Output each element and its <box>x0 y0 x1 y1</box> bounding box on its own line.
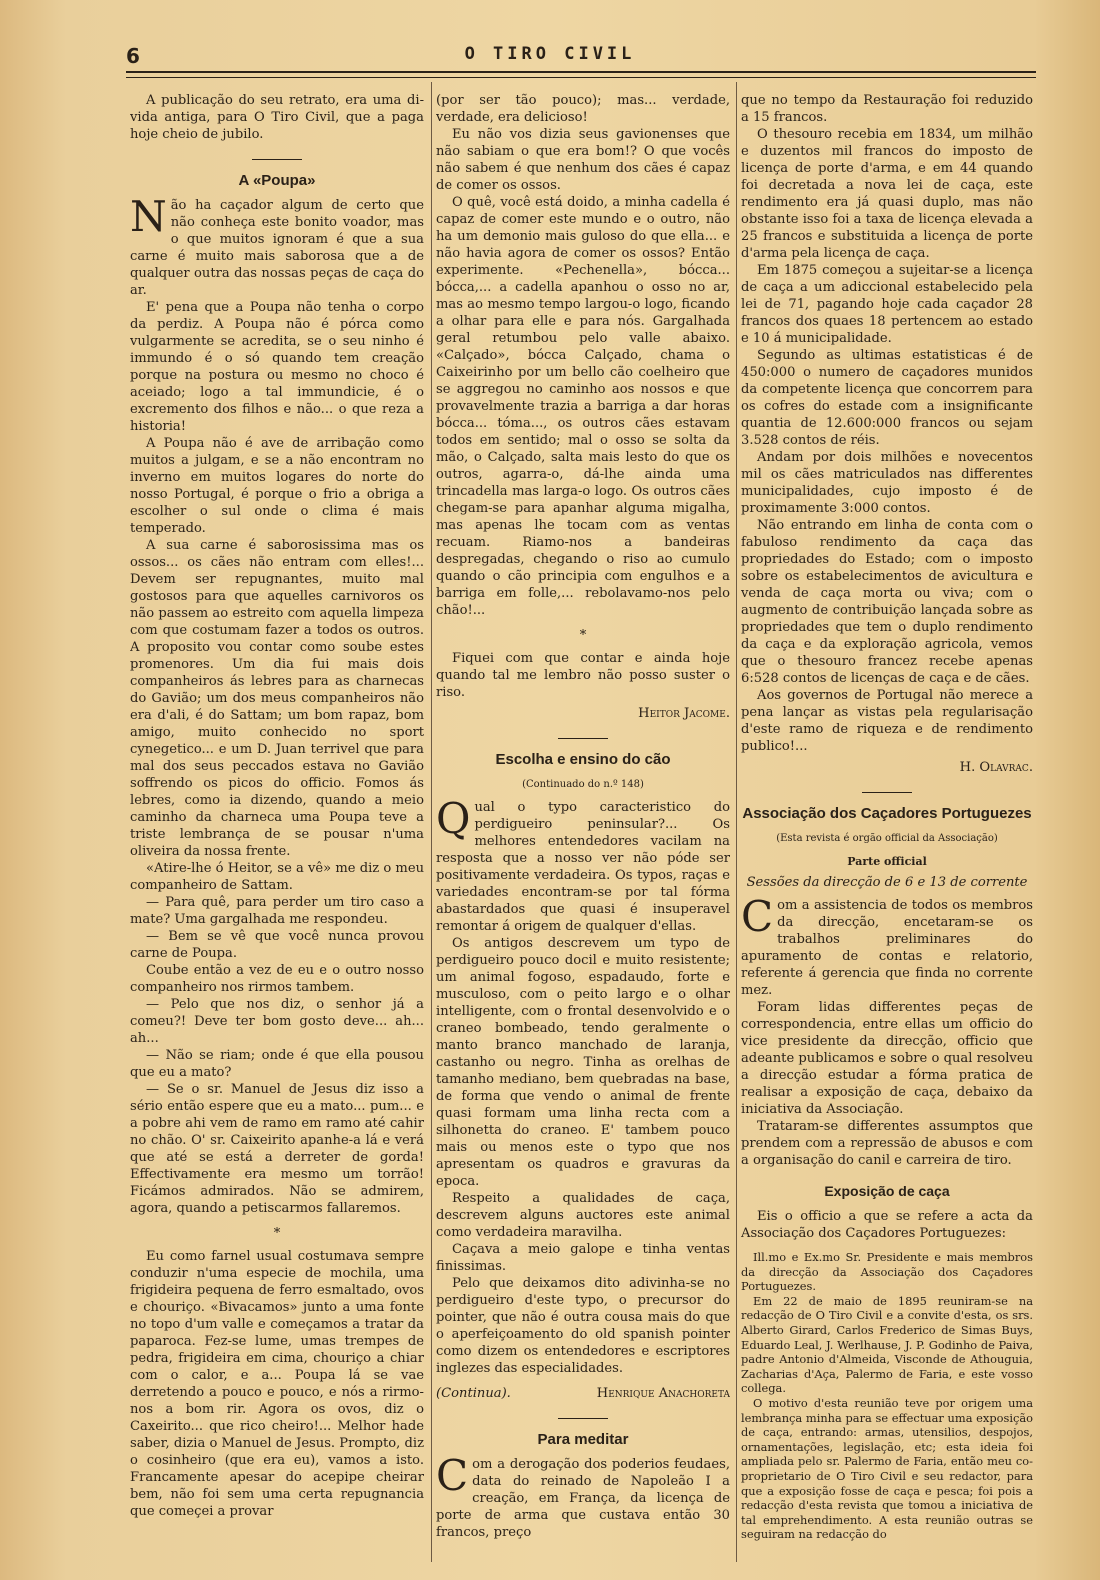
separator <box>558 738 608 739</box>
paragraph: Segundo as ultimas estatisticas é de 450:000 o numero de caçadores munidos da competente licença que concorrem para os cofres do estade com a insignificante quantia de 12.600:000 francos ou sejam 3.528 contos de réis. <box>741 348 1033 448</box>
paragraph: Eis o officio a que se refere a acta da Associação dos Caçadores Portuguezes: <box>741 1209 1033 1241</box>
letter-paragraph: Em 22 de maio de 1895 reuniram-se na redacção de O Tiro Civil e a convite d'esta, os srs. Alberto Girard, Carlos Frederico de Simas Buys, Eduardo Leal, J. Werlhause, J. P. Godinho de Paiva, padre Antonio d'Almeida, Visconde de Athouguia, Zacharias d'Aça, Palermo de Faria, e este vosso collega. <box>741 1293 1033 1396</box>
section-title: Exposição de caça <box>824 1183 950 1199</box>
paragraph: Andam por dois milhões e novecentos mil os cães matriculados nas differentes municipalidades, cujo imposto é de proximamente 3:000 contos. <box>741 450 1033 516</box>
column-divider <box>431 82 432 1562</box>
byline-row <box>436 1385 730 1402</box>
signature: H. Olavrac. <box>959 760 1033 775</box>
paragraph: Foram lidas differentes peças de correspondencia, entre ellas um officio do vice presidente da direcção, officio que adeante publicamos e sobre o qual resolveu a direcção estudar a fórma pratica de realisar a exposição de caça, debaixo da iniciativa da Associação. <box>741 1000 1033 1117</box>
paragraph: Com a derogação dos poderios feudaes, data do reinado de Napoleão I a creação, em França, da licença de porte de arma que custava então 30 francos, preço <box>436 1451 730 1540</box>
paragraph: Eu não vos dizia seus gavionenses que não sabiam o que era bom!? O que vocês não sabem é que nenhum dos cães é capaz de comer os ossos. <box>436 127 730 193</box>
paragraph: Pelo que deixamos dito adivinha-se no perdigueiro d'este typo, o precursor do pointer, que não é outra cousa mais do que o aperfeiçoamento do old spanish pointer como dizem os entendedores e escriptores inglezes das especialidades. <box>436 1276 730 1376</box>
paragraph: Caçava a meio galope e tinha ventas finissimas. <box>436 1242 730 1274</box>
paragraph: Com a assistencia de todos os membros da direcção, encetaram-se os trabalhos preliminares do apuramento de contas e relatorio, referente á gerencia que finda no corrente mez. <box>741 892 1033 998</box>
paragraph: Respeito a qualidades de caça, descrevem alguns auctores este animal como verdadeira maravilha. <box>436 1191 730 1240</box>
signature: Heitor Jacome. <box>638 706 730 721</box>
continua-note: (Continua). <box>436 1386 511 1401</box>
column-2 <box>436 92 730 1567</box>
paragraph: Não ha caçador algum de certo que não conheça este bonito voador, mas o que muitos ignoram é que a sua carne é muito mais saborosa que a de qualquer outra das nossas peças de caça do ar. <box>130 192 424 298</box>
section-title: Associação dos Caçadores Portuguezes <box>742 805 1032 822</box>
paragraph: A publicação do seu retrato, era uma di-vida antiga, para O Tiro Civil, que a paga hoje cheio de jubilo. <box>130 93 424 142</box>
paragraph: O thesouro recebia em 1834, um milhão e duzentos mil francos do imposto de licença de porte d'arma, e em 44 quando foi decretada a nova lei de caça, este rendimento era já quasi duplo, mas não obstante isso foi a taxa de licença elevada a 25 francos e substituida a licença de porte d'arma pela licença de caça. <box>741 127 1033 261</box>
paragraph: — Bem se vê que você nunca provou carne de Poupa. <box>130 929 424 961</box>
paragraph: Eu como farnel usual costumava sempre conduzir n'uma especie de mochila, uma frigideira pequena de ferro esmaltado, ovos e chouriço. «Bivacamos» junto a uma fonte no topo d'um valle e começamos a tratar da paparoca. Fez-se lume, umas trempes de pedra, frigideira em cima, chouriço a chiar com o calor, e a... Poupa lá se vae derretendo a pouco e pouco, e nós a rirmo-nos a bom rir. Agora os ovos, diz o Caxeirito... que rico cheiro!... Melhor hade saber, dizia o Manuel de Jesus. Prompto, diz o cosinheiro (que era eu), vamos a isto. Francamente apesar do acepipe cheirar bem, não foi sem uma certa repugnancia que começei a provar <box>130 1249 424 1519</box>
paragraph: A Poupa não é ave de arribação como muitos a julgam, e se a não encontram no inverno em muitos logares do norte do nosso Portugal, é porque o frio a obriga a escolher o sul onde o clima é mais temperado. <box>130 436 424 536</box>
paragraph: A sua carne é saborosissima mas os ossos... os cães não entram com elles!... Devem ser repugnantes, muito mal gostosos para que aquelles carnivoros os não passem ao estreito com aquella limpeza com que costumam fazer a todos os outros. A proposito vou contar como soube estes promenores. Um dia fui mais dois companheiros ás lebres para as charnecas do Gavião; um dos meus companheiros não era d'ali, é do Sattam; um bom rapaz, bom amigo, muito conhecido no sport cynegetico... e um D. Juan terrivel que para mal dos seus peccados estava no Gavião soffrendo os picos do officio. Fomos ás lebres, como ia dizendo, quando a meio caminho da charneca uma Poupa teve a triste lembrança de se pousar n'uma oliveira da nossa frente. <box>130 538 424 859</box>
paragraph: Em 1875 começou a sujeitar-se a licença de caça a um adiccional estabelecido pela lei de 71, pagando hoje cada caçador 28 francos dos quaes 18 pertencem ao estado e 10 á municipalidade. <box>741 263 1033 346</box>
paragraph: Coube então a vez de eu e o outro nosso companheiro nos rirmos tambem. <box>130 963 424 995</box>
article-title: Para meditar <box>537 1431 629 1448</box>
paragraph: O quê, você está doido, a minha cadella é capaz de comer este mundo e o outro, não ha um demonio mais guloso do que ella... e não havia agora de comer os ossos? Então experimente. «Pechenella», bócca... bócca,... a cadella apanhou o osso no ar, mas ao mesmo tempo largou-o logo, ficando a olhar para elle e para nós. Gargalhada geral retumbou pelo valle abaixo. «Calçado», bócca Calçado, chama o Caixeirinho por um bello cão coelheiro que se aggregou no caminho aos nossos e que provavelmente trazia a barriga a dar horas bócca... tóma..., os outros cães estavam todos em sentido; mal o osso se solta da mão, o Calçado, salta mais lesto do que os outros, agarra-o, dá-lhe ainda uma trincadella mas larga-o logo. Os outros cães chegam-se para apanhar alguma migalha, mas apenas lhe tocam com as ventas recuam. Riamo-nos a bandeiras despregadas, chegando o riso ao cumulo quando o cão principia com engulhos e a barriga em folle,... rebolavamo-nos pelo chão!... <box>436 195 730 618</box>
paragraph: E' pena que a Poupa não tenha o corpo da perdiz. A Poupa não é pórca como vulgarmente se acredita, se o seu ninho é immundo é o só quando tem creação porque na postura ou mesmo no choco é aceiado; logo a tal immundicie, é o excremento dos filhos e não... o que reza a historia! <box>130 300 424 434</box>
paragraph: — Pelo que nos diz, o senhor já a comeu?! Deve ter bom gosto deve... ah... ah... <box>130 997 424 1046</box>
paragraph: Não entrando em linha de conta com o fabuloso rendimento da caça das propriedades do Estado; com o imposto sobre os estabelecimentos de avicultura e venda de caça morta ou viva; com o augmento de contribuição lançada sobre as propriedades que tem o duplo rendimento da caça e da exploração agricola, vemos que o thesouro francez recebe apenas 6:528 contos de licenças de caça e de cães. <box>741 518 1033 686</box>
paragraph: que no tempo da Restauração foi reduzido a 15 francos. <box>741 93 1033 125</box>
paragraph: — Não se riam; onde é que ella pousou que eu a mato? <box>130 1048 424 1080</box>
drop-cap: N <box>130 192 167 241</box>
paragraph: — Se o sr. Manuel de Jesus diz isso a sério então espere que eu a mato... pum... e a pobre ahi vem de ramo em ramo até cahir no chão. O' sr. Caixeirito apanhe-a lá e verá que até se está a derreter de gorda! Effectivamente era mesmo um torrão! Ficámos admirados. Não se admirem, agora, quando a petiscarmos fallaremos. <box>130 1082 424 1216</box>
column-1 <box>130 92 424 1567</box>
page-number: 6 <box>126 44 140 68</box>
separator <box>252 159 302 160</box>
letter <box>741 1250 1033 1542</box>
official-heading: Parte official <box>847 855 927 868</box>
organ-note: (Esta revista é orgão official da Associação) <box>776 833 998 844</box>
column-3 <box>741 92 1033 1567</box>
column-divider <box>736 82 737 1562</box>
asterisk-divider: * <box>579 628 587 643</box>
paragraph: Aos governos de Portugal não merece a pena lançar as vistas pela regularisação d'este ramo de riqueza e de rendimento publico!... <box>741 688 1033 754</box>
article-title: Escolha e ensino do cão <box>495 751 671 768</box>
continued-note: (Continuado do n.º 148) <box>522 779 644 790</box>
paragraph: Qual o typo caracteristico do perdigueiro peninsular?... Os melhores entendedores vacilam na resposta que a nosso ver não póde ser positivamente verdadeira. Os typos, raças e variedades encontram-se por tal fórma abastardados que quasi é insuperavel remontar á origem de qualquer d'ellas. <box>436 794 730 934</box>
sessions-subtitle: Sessões da direcção de 6 e 13 de corrente <box>746 875 1028 890</box>
paragraph: (por ser tão pouco); mas... verdade, verdade, era delicioso! <box>436 93 730 125</box>
header-rule-thin <box>126 77 1036 78</box>
letter-paragraph: Ill.mo e Ex.mo Sr. Presidente e mais membros da direcção da Associação dos Caçadores Portuguezes. <box>741 1250 1033 1294</box>
paragraph: Os antigos descrevem um typo de perdigueiro pouco docil e muito resistente; um animal fogoso, espadaudo, forte e musculoso, com o peito largo e o olhar intelligente, com o frontal desenvolvido e o craneo bombeado, tendo geralmente o manto branco manchado de laranja, castanho ou negro. Tinha as orelhas de tamanho mediano, bem quebradas na base, de forma que vendo o animal de frente quasi formam uma linha recta com a silhonetta do craneo. E' tambem pouco mais ou menos este o typo que nos apresentam os quadros e gravuras da epoca. <box>436 936 730 1189</box>
paragraph: — Para quê, para perder um tiro caso a mate? Uma gargalhada me respondeu. <box>130 895 424 927</box>
paragraph: Fiquei com que contar e ainda hoje quando tal me lembro não posso suster o riso. <box>436 651 730 700</box>
drop-cap: C <box>436 1451 469 1500</box>
paragraph: Trataram-se differentes assumptos que prendem com a repressão de abusos e com a organisação do canil e carreira de tiro. <box>741 1119 1033 1168</box>
asterisk-divider: * <box>273 1226 281 1241</box>
header-rule-thick <box>126 71 1036 73</box>
paragraph: «Atire-lhe ó Heitor, se a vê» me diz o meu companheiro de Sattam. <box>130 861 424 893</box>
article-title: A «Poupa» <box>238 172 316 189</box>
letter-paragraph: O motivo d'esta reunião teve por origem uma lembrança minha para se effectuar uma exposição de caça, entrando: armas, utensilios, despojos, ornamentações, legislação, etc; esta ideia foi ampliada pelo sr. Palermo de Faria, então meu co-proprietario de O Tiro Civil e seu redactor, para que a exposição fosse de caça e pesca; foi pois a redacção d'esta revista que tomou a iniciativa de tal emprehendimento. A esta reunião outras se seguiram na redacção do <box>741 1395 1033 1542</box>
masthead: O TIRO CIVIL <box>464 44 636 64</box>
drop-cap: Q <box>436 794 471 843</box>
separator <box>558 1418 608 1419</box>
drop-cap: C <box>741 892 774 941</box>
separator <box>862 792 912 793</box>
signature: Henrique Anachoreta <box>596 1386 730 1401</box>
